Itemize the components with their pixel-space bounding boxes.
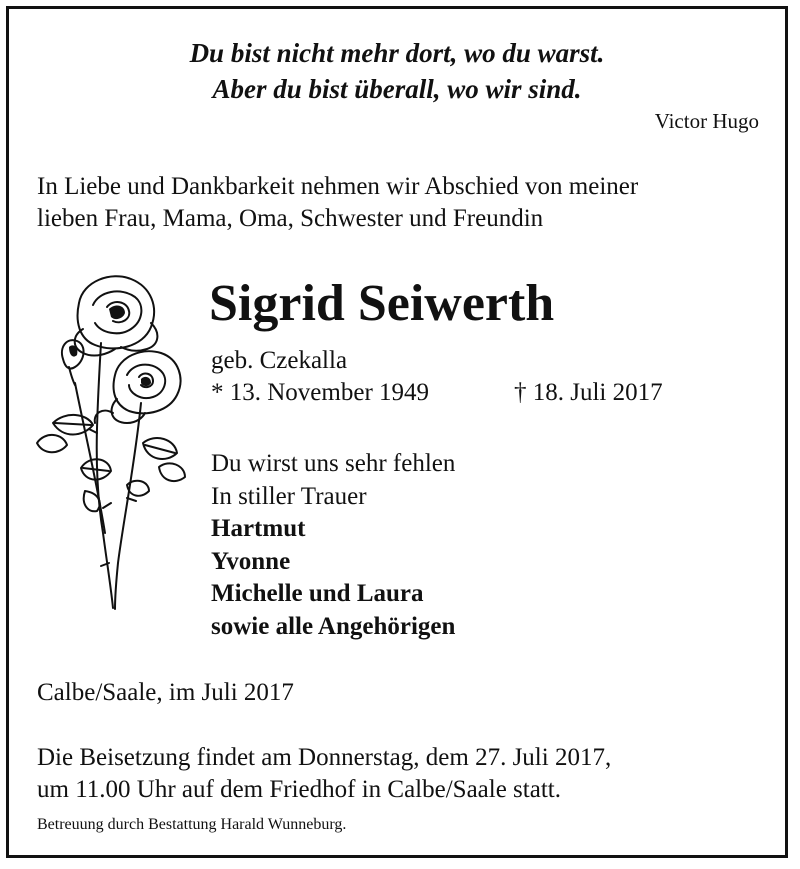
intro-line-1: In Liebe und Dankbarkeit nehmen wir Abschied von meiner	[37, 173, 639, 200]
mourning-line: In stiller Trauer	[211, 482, 367, 510]
mourner-name: Michelle und Laura	[211, 580, 424, 607]
place-date: Calbe/Saale, im Juli 2017	[37, 679, 294, 706]
funeral-info	[37, 742, 611, 806]
rose-illustration-icon	[23, 263, 193, 615]
mourner-name: sowie alle Angehörigen	[211, 612, 456, 640]
quote-line-2: Aber du bist überall, wo wir sind.	[212, 74, 582, 104]
death-date: † 18. Juli 2017	[514, 379, 663, 406]
birth-name: geb. Czekalla	[211, 347, 348, 374]
mourner-name: Hartmut	[211, 515, 306, 542]
intro-line-2: lieben Frau, Mama, Oma, Schwester und Freundin	[37, 205, 544, 232]
obituary-notice	[6, 6, 788, 858]
mourners-block	[211, 448, 455, 643]
farewell-line: Du wirst uns sehr fehlen	[211, 450, 456, 477]
quote-author: Victor Hugo	[654, 109, 759, 133]
funeral-home-credit: Betreuung durch Bestattung Harald Wunneburg.	[37, 816, 347, 833]
funeral-line-1: Die Beisetzung findet am Donnerstag, dem 27. Juli 2017,	[37, 744, 612, 771]
intro-text	[37, 171, 638, 235]
birth-date: * 13. November 1949	[211, 379, 430, 406]
quote-line-1: Du bist nicht mehr dort, wo du warst.	[189, 38, 605, 68]
funeral-line-2: um 11.00 Uhr auf dem Friedhof in Calbe/Saale statt.	[37, 776, 561, 803]
mourner-name: Yvonne	[211, 547, 291, 575]
deceased-name: Sigrid Seiwerth	[209, 275, 555, 332]
